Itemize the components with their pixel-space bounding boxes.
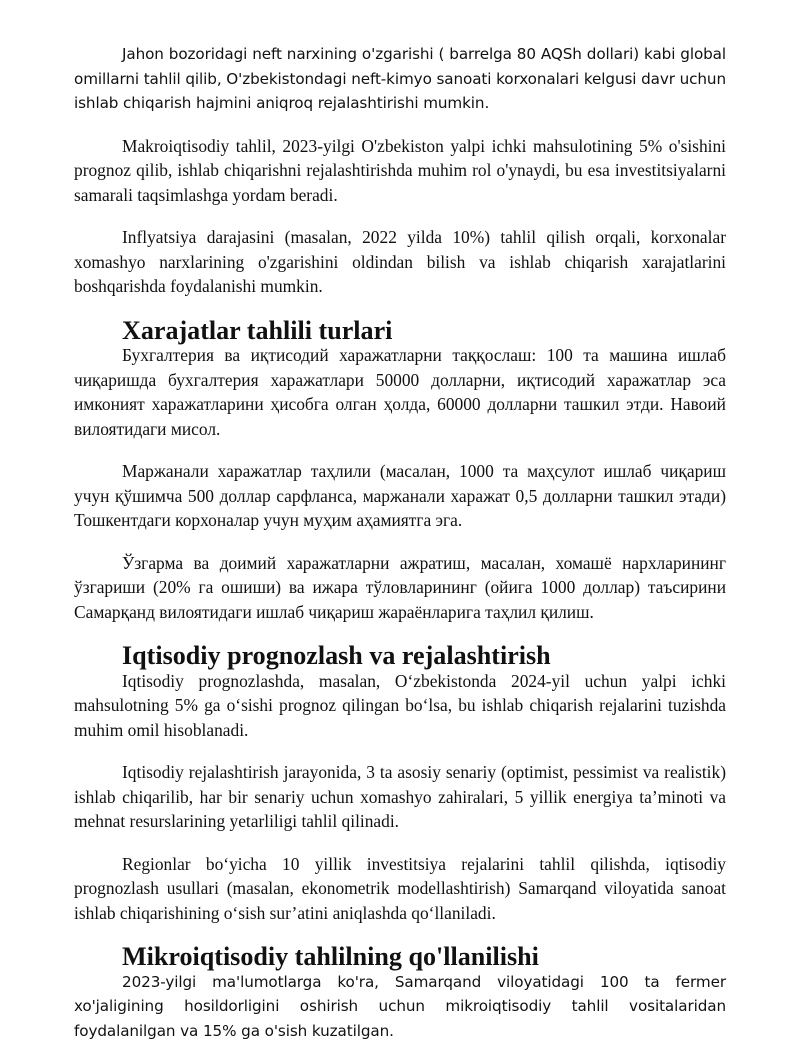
paragraph-gdp-forecast: Iqtisodiy prognozlashda, masalan, O‘zbekistonda 2024-yil uchun yalpi ichki mahsulotning 5% ga o‘sishi prognoz qilingan bo‘lsa, bu ishlab chiqarish rejalarini tuzishda muhim omil hisoblanadi.	[74, 669, 726, 743]
paragraph-inflation: Inflyatsiya darajasini (masalan, 2022 yilda 10%) tahlil qilish orqali, korxonalar xomashyo narxlarining o'zgarishini oldindan bilish va ishlab chiqarish xarajatlarini boshqarishda foydalanishi mumkin.	[74, 225, 726, 299]
paragraph-marginal-costs: Маржанали харажатлар таҳлили (масалан, 1000 та маҳсулот ишлаб чиқариш учун қўшимча 500 доллар сарфланса, маржанали харажат 0,5 долларни ташкил этади) Тошкентдаги корхоналар учун муҳим аҳамиятга эга.	[74, 459, 726, 533]
paragraph-regional-investment: Regionlar bo‘yicha 10 yillik investitsiya rejalarini tahlil qilishda, iqtisodiy prognozlash usullari (masalan, ekonometrik modellashtirish) Samarqand viloyatida sanoat ishlab chiqarishining o‘sish sur’atini aniqlashda qo‘llaniladi.	[74, 852, 726, 926]
paragraph-accounting-costs: Бухгалтерия ва иқтисодий харажатларни таққослаш: 100 та машина ишлаб чиқаришда бухгалтерия харажатлари 50000 долларни, иқтисодий харажатлар эса имконият харажатларини ҳисобга олган ҳолда, 60000 долларни ташкил этди. Навоий вилоятидаги мисол.	[74, 343, 726, 441]
paragraph-farm-productivity: 2023-yilgi ma'lumotlarga ko'ra, Samarqand viloyatidagi 100 ta fermer xo'jaligining hosildorligini oshirish uchun mikroiqtisodiy tahlil vositalaridan foydalanilgan va 15% ga o'sish kuzatilgan.	[74, 970, 726, 1043]
heading-forecasting-planning: Iqtisodiy prognozlash va rejalashtirish	[74, 644, 726, 669]
paragraph-oil-prices: Jahon bozoridagi neft narxining o'zgarishi ( barrelga 80 AQSh dollari) kabi global omillarni tahlil qilib, O'zbekistondagi neft-kimyo sanoati korxonalari kelgusi davr uchun ishlab chiqarish hajmini aniqroq rejalashtirishi mumkin.	[74, 42, 726, 116]
paragraph-scenarios: Iqtisodiy rejalashtirish jarayonida, 3 ta asosiy senariy (optimist, pessimist va realistik) ishlab chiqarilib, har bir senariy uchun xomashyo zahiralari, 5 yillik energiya ta’minoti va mehnat resurslarining yetarliligi tahlil qilinadi.	[74, 760, 726, 834]
heading-microeconomic-application: Mikroiqtisodiy tahlilning qo'llanilishi	[74, 945, 726, 970]
paragraph-macro-analysis: Makroiqtisodiy tahlil, 2023-yilgi O'zbekiston yalpi ichki mahsulotining 5% o'sishini prognoz qilib, ishlab chiqarishni rejalashtirishda muhim rol o'ynaydi, bu esa investitsiyalarni samarali taqsimlashga yordam beradi.	[74, 134, 726, 208]
paragraph-variable-fixed-costs: Ўзгарма ва доимий харажатларни ажратиш, масалан, хомашё нархларининг ўзгариши (20% га ошиши) ва ижара тўловларининг (ойига 1000 доллар) таъсирини Самарқанд вилоятидаги ишлаб чиқариш жараёнларига таҳлил қилиш.	[74, 551, 726, 625]
heading-cost-analysis-types: Xarajatlar tahlili turlari	[74, 319, 726, 344]
